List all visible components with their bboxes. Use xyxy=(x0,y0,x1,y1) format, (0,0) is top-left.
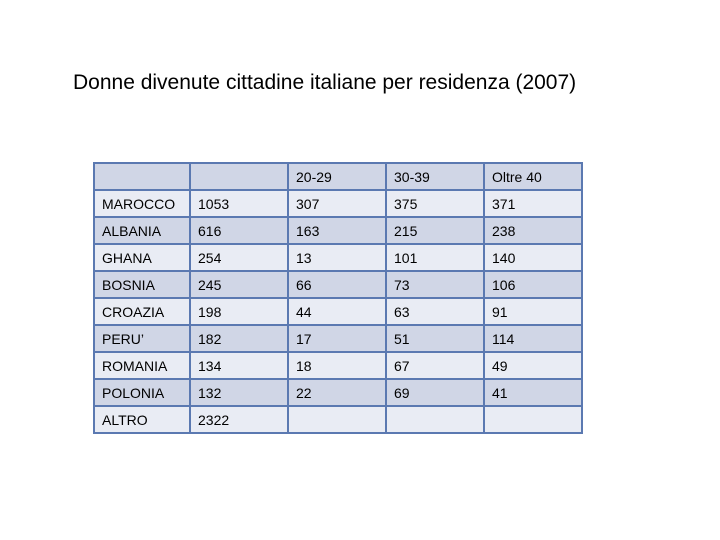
value-cell: 17 xyxy=(288,325,386,352)
country-cell: GHANA xyxy=(94,244,190,271)
total-cell: 132 xyxy=(190,379,288,406)
value-cell: 67 xyxy=(386,352,484,379)
header-cell-30-39: 30-39 xyxy=(386,163,484,190)
page-title: Donne divenute cittadine italiane per residenza (2007) xyxy=(73,71,577,94)
country-cell: ALTRO xyxy=(94,406,190,433)
total-cell: 182 xyxy=(190,325,288,352)
table-row xyxy=(94,325,582,352)
country-cell: BOSNIA xyxy=(94,271,190,298)
value-cell: 238 xyxy=(484,217,582,244)
table-row xyxy=(94,190,582,217)
value-cell: 44 xyxy=(288,298,386,325)
country-cell: ALBANIA xyxy=(94,217,190,244)
value-cell: 106 xyxy=(484,271,582,298)
value-cell: 69 xyxy=(386,379,484,406)
table-row xyxy=(94,352,582,379)
table-row xyxy=(94,217,582,244)
table-row xyxy=(94,379,582,406)
value-cell: 41 xyxy=(484,379,582,406)
header-cell xyxy=(190,163,288,190)
country-cell: PERU’ xyxy=(94,325,190,352)
total-cell: 134 xyxy=(190,352,288,379)
table-row xyxy=(94,298,582,325)
total-cell: 245 xyxy=(190,271,288,298)
value-cell: 73 xyxy=(386,271,484,298)
value-cell xyxy=(484,406,582,433)
value-cell: 66 xyxy=(288,271,386,298)
header-cell-20-29: 20-29 xyxy=(288,163,386,190)
value-cell: 18 xyxy=(288,352,386,379)
table-row xyxy=(94,406,582,433)
header-cell xyxy=(94,163,190,190)
value-cell: 215 xyxy=(386,217,484,244)
country-cell: POLONIA xyxy=(94,379,190,406)
country-cell: ROMANIA xyxy=(94,352,190,379)
table-header-row xyxy=(94,163,582,190)
value-cell: 49 xyxy=(484,352,582,379)
value-cell: 91 xyxy=(484,298,582,325)
table-row xyxy=(94,271,582,298)
total-cell: 2322 xyxy=(190,406,288,433)
table-row xyxy=(94,244,582,271)
total-cell: 198 xyxy=(190,298,288,325)
country-cell: CROAZIA xyxy=(94,298,190,325)
value-cell: 307 xyxy=(288,190,386,217)
value-cell xyxy=(288,406,386,433)
value-cell: 63 xyxy=(386,298,484,325)
value-cell: 140 xyxy=(484,244,582,271)
value-cell: 114 xyxy=(484,325,582,352)
value-cell: 163 xyxy=(288,217,386,244)
total-cell: 254 xyxy=(190,244,288,271)
data-table xyxy=(93,162,583,434)
value-cell: 22 xyxy=(288,379,386,406)
header-cell-oltre-40: Oltre 40 xyxy=(484,163,582,190)
total-cell: 616 xyxy=(190,217,288,244)
value-cell: 51 xyxy=(386,325,484,352)
value-cell: 101 xyxy=(386,244,484,271)
value-cell: 371 xyxy=(484,190,582,217)
country-cell: MAROCCO xyxy=(94,190,190,217)
value-cell: 375 xyxy=(386,190,484,217)
value-cell: 13 xyxy=(288,244,386,271)
value-cell xyxy=(386,406,484,433)
total-cell: 1053 xyxy=(190,190,288,217)
